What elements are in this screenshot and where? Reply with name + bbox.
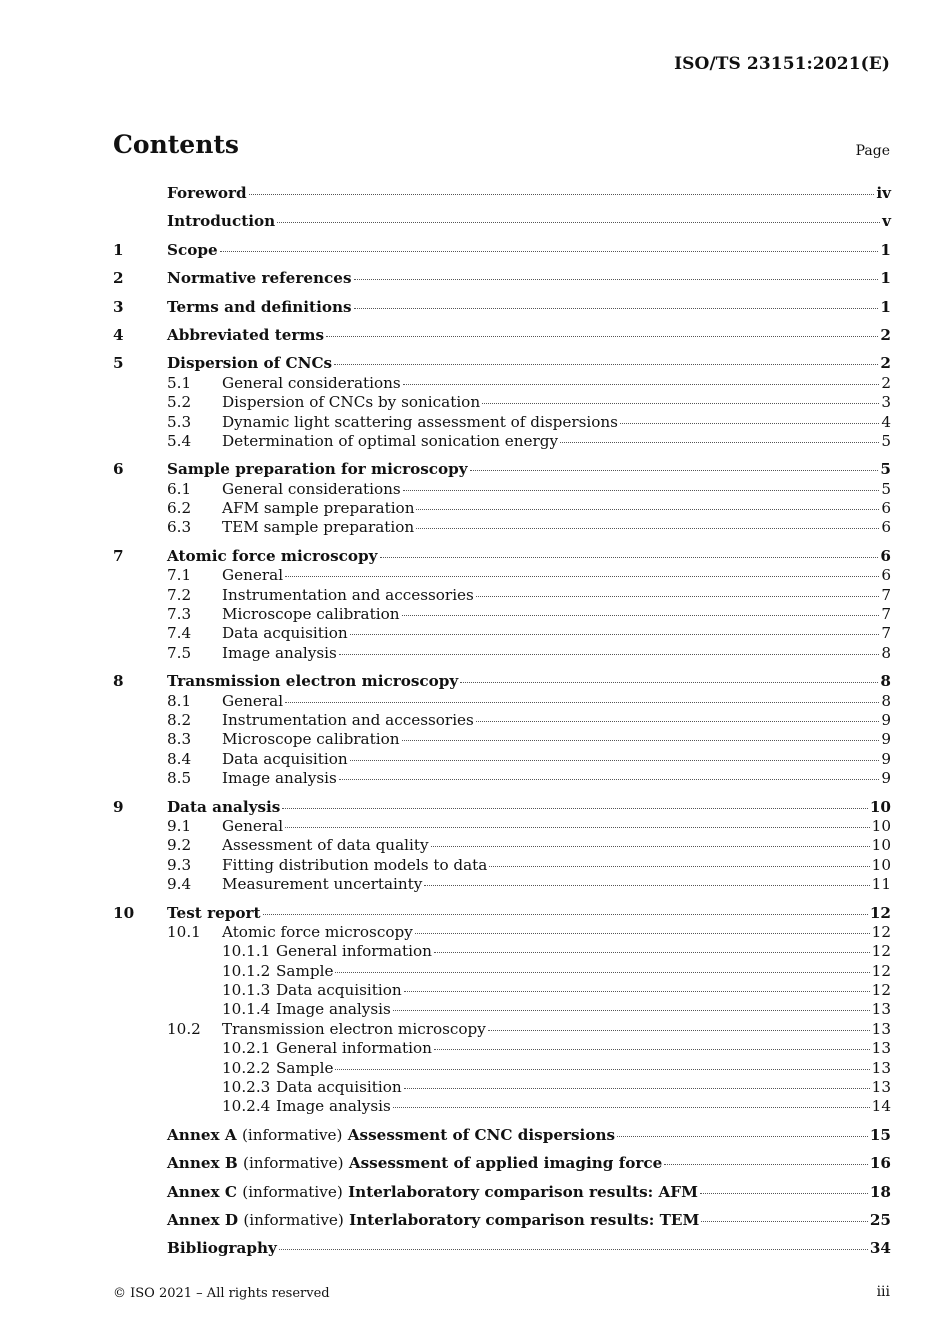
toc-entry-title: Data acquisition xyxy=(276,981,402,1000)
annex-note: (informative) xyxy=(241,1125,343,1144)
toc-entry-title: Dynamic light scattering assessment of dispersions xyxy=(222,412,618,431)
toc-entry[interactable] xyxy=(113,624,891,643)
toc-entry-number: 7.4 xyxy=(167,624,192,643)
toc-entry-title: Dispersion of CNCs by sonication xyxy=(222,393,481,412)
toc-entry-number: 8.2 xyxy=(167,710,192,729)
toc-entry-page: 6 xyxy=(881,518,891,537)
dot-leader xyxy=(335,1069,869,1070)
toc-entry-title: Microscope calibration xyxy=(222,730,400,749)
toc-entry-number: 8.3 xyxy=(167,730,192,749)
toc-entry[interactable] xyxy=(113,1126,891,1145)
dot-leader xyxy=(277,222,880,223)
toc-entry-number: 3 xyxy=(113,297,124,316)
toc-entry-page: 34 xyxy=(869,1239,891,1258)
toc-entry-number: 10.2.2 xyxy=(222,1058,271,1077)
toc-entry-number: 9.3 xyxy=(167,855,192,874)
toc-entry[interactable] xyxy=(113,499,891,518)
dot-leader xyxy=(617,1136,868,1137)
toc-entry-title: Image analysis xyxy=(222,769,337,788)
toc-entry[interactable] xyxy=(113,413,891,432)
annex-title: Interlaboratory comparison results: TEM xyxy=(349,1210,700,1229)
dot-leader xyxy=(282,808,868,809)
toc-entry-title: General xyxy=(222,566,284,585)
toc-entry-title: Sample xyxy=(276,1058,334,1077)
toc-entry-number: 7 xyxy=(113,546,124,565)
toc-entry-title: Microscope calibration xyxy=(222,605,400,624)
toc-entry-title: Dispersion of CNCs xyxy=(167,354,333,373)
toc-entry-page: 12 xyxy=(871,981,891,1000)
toc-entry-page: 9 xyxy=(881,769,891,788)
annex-note: (informative) xyxy=(243,1210,344,1229)
toc-entry-page: 18 xyxy=(869,1182,891,1201)
dot-leader xyxy=(403,490,880,491)
toc-entry-page: 10 xyxy=(869,797,891,816)
dot-leader xyxy=(434,1049,870,1050)
dot-leader xyxy=(354,308,879,309)
toc-entry-page: 11 xyxy=(871,875,891,894)
toc-entry[interactable] xyxy=(113,1239,891,1258)
toc-entry-number: 2 xyxy=(113,269,124,288)
toc-entry[interactable] xyxy=(113,750,891,769)
toc-entry-title: Fitting distribution models to data xyxy=(222,855,488,874)
toc-entry-title: Instrumentation and accessories xyxy=(222,585,474,604)
toc-entry-page: 13 xyxy=(871,1000,891,1019)
toc-entry[interactable] xyxy=(113,769,891,788)
dot-leader xyxy=(460,682,878,683)
toc-entry-title: Atomic force microscopy xyxy=(222,922,413,941)
toc-entry[interactable] xyxy=(113,942,891,961)
toc-entry-title: Assessment of data quality xyxy=(222,836,429,855)
toc-entry-title: Transmission electron microscopy xyxy=(222,1019,486,1038)
toc-entry-number: 10.2.1 xyxy=(222,1039,271,1058)
annex-title: Interlaboratory comparison results: AFM xyxy=(348,1182,698,1201)
dot-leader xyxy=(434,952,870,953)
annex-title: Assessment of applied imaging force xyxy=(348,1154,663,1173)
dot-leader xyxy=(470,470,879,471)
toc-entry-number: 8.1 xyxy=(167,691,192,710)
toc-entry[interactable] xyxy=(113,798,891,817)
toc-entry-title: Data analysis xyxy=(167,797,281,816)
toc-entry-page: 6 xyxy=(881,499,891,518)
toc-entry-number: 7.1 xyxy=(167,566,192,585)
toc-entry-page: 3 xyxy=(881,393,891,412)
toc-entry-title: Image analysis xyxy=(222,643,337,662)
dot-leader xyxy=(482,403,879,404)
toc-entry-number: 10.2 xyxy=(167,1019,201,1038)
toc-entry-number: 10.1.4 xyxy=(222,1000,271,1019)
toc-entry-number: 6.2 xyxy=(167,499,192,518)
toc-entry[interactable] xyxy=(113,184,891,203)
toc-entry-title: Introduction xyxy=(167,212,276,231)
toc-entry[interactable] xyxy=(113,460,891,479)
toc-entry-page: 4 xyxy=(881,412,891,431)
toc-entry-number: 7.2 xyxy=(167,585,192,604)
toc-entry-page: 12 xyxy=(869,903,891,922)
toc-entry-number: 4 xyxy=(113,325,124,344)
toc-entry[interactable] xyxy=(113,836,891,855)
toc-entry-page: 8 xyxy=(880,672,891,691)
toc-entry[interactable] xyxy=(113,432,891,451)
toc-entry-title xyxy=(167,1126,615,1145)
dot-leader xyxy=(404,1088,870,1089)
dot-leader xyxy=(339,779,880,780)
toc-entry-page: 12 xyxy=(871,942,891,961)
dot-leader xyxy=(220,251,879,252)
toc-entry-number: 10.2.4 xyxy=(222,1097,271,1116)
toc-entry-page: 9 xyxy=(881,710,891,729)
dot-leader xyxy=(404,991,870,992)
toc-entry-title: Image analysis xyxy=(276,1000,391,1019)
toc-entry-title: Data acquisition xyxy=(276,1078,402,1097)
toc-entry-page: 25 xyxy=(869,1210,891,1229)
toc-entry-number: 5.1 xyxy=(167,373,192,392)
toc-entry-number: 10.1 xyxy=(167,922,201,941)
dot-leader xyxy=(285,827,870,828)
toc-entry[interactable] xyxy=(113,1020,891,1039)
dot-leader xyxy=(350,760,880,761)
toc-entry[interactable] xyxy=(113,1000,891,1019)
toc-entry-title: Abbreviated terms xyxy=(167,325,325,344)
dot-leader xyxy=(476,721,879,722)
toc-entry-title: Data acquisition xyxy=(222,749,348,768)
toc-entry[interactable] xyxy=(113,923,891,942)
toc-entry[interactable] xyxy=(113,1154,891,1173)
toc-entry[interactable] xyxy=(113,817,891,836)
toc-entry-number: 6 xyxy=(113,460,124,479)
toc-entry-title: Terms and definitions xyxy=(167,297,352,316)
toc-entry-page: 9 xyxy=(881,749,891,768)
toc-entry-page: 8 xyxy=(881,643,891,662)
toc-entry[interactable] xyxy=(113,518,891,537)
toc-entry-title: General considerations xyxy=(222,373,401,392)
annex-label: Annex C xyxy=(167,1182,237,1201)
dot-leader xyxy=(393,1010,870,1011)
dot-leader xyxy=(488,1030,870,1031)
toc-entry-title: Bibliography xyxy=(167,1239,277,1258)
toc-entry[interactable] xyxy=(113,480,891,499)
toc-entry-number: 5.4 xyxy=(167,431,192,450)
toc-entry-title: General xyxy=(222,691,284,710)
toc-entry-page: 1 xyxy=(880,269,891,288)
dot-leader xyxy=(285,576,879,577)
toc-entry[interactable] xyxy=(113,904,891,923)
page-title: Contents xyxy=(113,130,240,159)
toc-entry-title xyxy=(167,1183,698,1202)
toc-entry-page: 7 xyxy=(881,585,891,604)
toc-entry-number: 10.2.3 xyxy=(222,1078,271,1097)
dot-leader xyxy=(700,1193,868,1194)
dot-leader xyxy=(285,702,879,703)
annex-label: Annex B xyxy=(167,1154,238,1173)
toc-entry-page: 15 xyxy=(869,1125,891,1144)
toc-entry-number: 1 xyxy=(113,240,124,259)
toc-entry[interactable] xyxy=(113,692,891,711)
annex-note: (informative) xyxy=(242,1182,343,1201)
toc-entry-title: Measurement uncertainty xyxy=(222,875,423,894)
annex-label: Annex D xyxy=(167,1210,239,1229)
toc-entry-page: 13 xyxy=(871,1039,891,1058)
toc-entry-title: Scope xyxy=(167,240,218,259)
dot-leader xyxy=(476,596,879,597)
toc-entry-title: General xyxy=(222,816,284,835)
toc-entry-page: 7 xyxy=(881,624,891,643)
toc-entry-page: 7 xyxy=(881,605,891,624)
toc-entry[interactable] xyxy=(113,730,891,749)
toc-entry-page: 2 xyxy=(880,325,891,344)
toc-entry-number: 7.5 xyxy=(167,643,192,662)
toc-entry-number: 10.1.2 xyxy=(222,961,271,980)
toc-entry-title xyxy=(167,1211,699,1230)
toc-entry-page: 1 xyxy=(880,297,891,316)
toc-entry-title: General considerations xyxy=(222,479,401,498)
toc-entry-number: 9.1 xyxy=(167,816,192,835)
dot-leader xyxy=(350,634,880,635)
dot-leader xyxy=(415,933,870,934)
toc-entry[interactable] xyxy=(113,354,891,373)
toc-entry-page: 12 xyxy=(871,922,891,941)
toc-entry[interactable] xyxy=(113,566,891,585)
toc-entry-page: 10 xyxy=(871,855,891,874)
dot-leader xyxy=(402,615,880,616)
toc-entry-page: 9 xyxy=(881,730,891,749)
toc-entry[interactable] xyxy=(113,586,891,605)
toc-entry-title: TEM sample preparation xyxy=(222,518,415,537)
toc-entry-number: 8 xyxy=(113,672,124,691)
toc-entry-page: 1 xyxy=(880,240,891,259)
dot-leader xyxy=(380,557,879,558)
dot-leader xyxy=(424,885,869,886)
toc-entry-title: General information xyxy=(276,942,432,961)
toc-entry-page: v xyxy=(882,212,891,231)
toc-entry-title: Normative references xyxy=(167,269,352,288)
toc-entry-page: 13 xyxy=(871,1078,891,1097)
toc-entry-number: 8.5 xyxy=(167,769,192,788)
annex-label: Annex A xyxy=(167,1125,237,1144)
dot-leader xyxy=(334,364,878,365)
toc-entry[interactable] xyxy=(113,298,891,317)
dot-leader xyxy=(416,528,879,529)
toc-entry-number: 9 xyxy=(113,797,124,816)
toc-entry-title: AFM sample preparation xyxy=(222,499,415,518)
toc-entry-number: 5.3 xyxy=(167,412,192,431)
copyright-notice: © ISO 2021 – All rights reserved xyxy=(113,1286,330,1301)
toc-entry[interactable] xyxy=(113,374,891,393)
toc-entry-page: 2 xyxy=(881,373,891,392)
toc-entry[interactable] xyxy=(113,1097,891,1116)
dot-leader xyxy=(279,1249,868,1250)
toc-entry-title: General information xyxy=(276,1039,432,1058)
dot-leader xyxy=(339,654,880,655)
toc-entry[interactable] xyxy=(113,547,891,566)
toc-entry-page: 5 xyxy=(880,460,891,479)
toc-entry-number: 8.4 xyxy=(167,749,192,768)
toc-entry-page: 5 xyxy=(881,479,891,498)
toc-entry[interactable] xyxy=(113,605,891,624)
toc-entry-page: 8 xyxy=(881,691,891,710)
toc-entry-page: 6 xyxy=(881,566,891,585)
toc-entry-page: 6 xyxy=(880,546,891,565)
page-number: iii xyxy=(876,1284,890,1300)
toc-entry-number: 10.1.1 xyxy=(222,942,271,961)
toc-entry-title: Instrumentation and accessories xyxy=(222,710,474,729)
toc-entry-page: 16 xyxy=(869,1154,891,1173)
toc-entry-title: Sample preparation for microscopy xyxy=(167,460,468,479)
toc-entry-title: Determination of optimal sonication energy xyxy=(222,431,559,450)
dot-leader xyxy=(620,423,879,424)
toc-entry[interactable] xyxy=(113,856,891,875)
toc-entry[interactable] xyxy=(113,1059,891,1078)
toc-entry[interactable] xyxy=(113,1039,891,1058)
dot-leader xyxy=(701,1221,868,1222)
document-id: ISO/TS 23151:2021(E) xyxy=(674,54,890,74)
dot-leader xyxy=(263,914,868,915)
table-of-contents xyxy=(113,184,891,1259)
dot-leader xyxy=(393,1107,870,1108)
toc-entry-title xyxy=(167,1154,662,1173)
dot-leader xyxy=(489,866,869,867)
toc-entry-page: 12 xyxy=(871,961,891,980)
toc-entry-title: Data acquisition xyxy=(222,624,348,643)
toc-entry-page: 10 xyxy=(871,816,891,835)
toc-entry[interactable] xyxy=(113,644,891,663)
toc-entry-number: 10.1.3 xyxy=(222,981,271,1000)
toc-entry-title: Atomic force microscopy xyxy=(167,546,378,565)
page-column-label: Page xyxy=(855,143,890,159)
dot-leader xyxy=(335,972,869,973)
toc-entry[interactable] xyxy=(113,326,891,345)
toc-entry[interactable] xyxy=(113,393,891,412)
toc-entry[interactable] xyxy=(113,875,891,894)
dot-leader xyxy=(354,279,879,280)
toc-entry-page: iv xyxy=(876,184,891,202)
toc-entry[interactable] xyxy=(113,711,891,730)
dot-leader xyxy=(249,194,875,195)
toc-entry-page: 13 xyxy=(871,1019,891,1038)
dot-leader xyxy=(431,846,870,847)
toc-entry-title: Transmission electron microscopy xyxy=(167,672,459,691)
dot-leader xyxy=(403,384,880,385)
toc-entry-number: 7.3 xyxy=(167,605,192,624)
toc-entry[interactable] xyxy=(113,1078,891,1097)
toc-entry[interactable] xyxy=(113,1183,891,1202)
toc-entry-number: 9.4 xyxy=(167,875,192,894)
toc-entry[interactable] xyxy=(113,269,891,288)
toc-entry-number: 9.2 xyxy=(167,836,192,855)
toc-entry[interactable] xyxy=(113,1211,891,1230)
toc-entry-page: 13 xyxy=(871,1058,891,1077)
toc-entry[interactable] xyxy=(113,241,891,260)
toc-entry[interactable] xyxy=(113,981,891,1000)
toc-entry[interactable] xyxy=(113,962,891,981)
dot-leader xyxy=(664,1164,868,1165)
annex-note: (informative) xyxy=(243,1154,344,1173)
toc-entry-title: Sample xyxy=(276,961,334,980)
toc-entry-page: 14 xyxy=(871,1097,891,1116)
toc-entry-number: 5 xyxy=(113,354,124,373)
annex-title: Assessment of CNC dispersions xyxy=(347,1125,616,1144)
dot-leader xyxy=(402,740,880,741)
dot-leader xyxy=(326,336,878,337)
toc-entry-page: 5 xyxy=(881,431,891,450)
toc-entry-number: 10 xyxy=(113,903,135,922)
toc-entry-number: 6.3 xyxy=(167,518,192,537)
toc-entry-number: 5.2 xyxy=(167,393,192,412)
dot-leader xyxy=(416,509,879,510)
toc-entry[interactable] xyxy=(113,212,891,231)
toc-entry-title: Foreword xyxy=(167,184,247,202)
toc-entry-page: 2 xyxy=(880,354,891,373)
toc-entry-number: 6.1 xyxy=(167,479,192,498)
dot-leader xyxy=(560,442,879,443)
toc-entry[interactable] xyxy=(113,672,891,691)
toc-entry-page: 10 xyxy=(871,836,891,855)
toc-entry-title: Image analysis xyxy=(276,1097,391,1116)
toc-entry-title: Test report xyxy=(167,903,261,922)
